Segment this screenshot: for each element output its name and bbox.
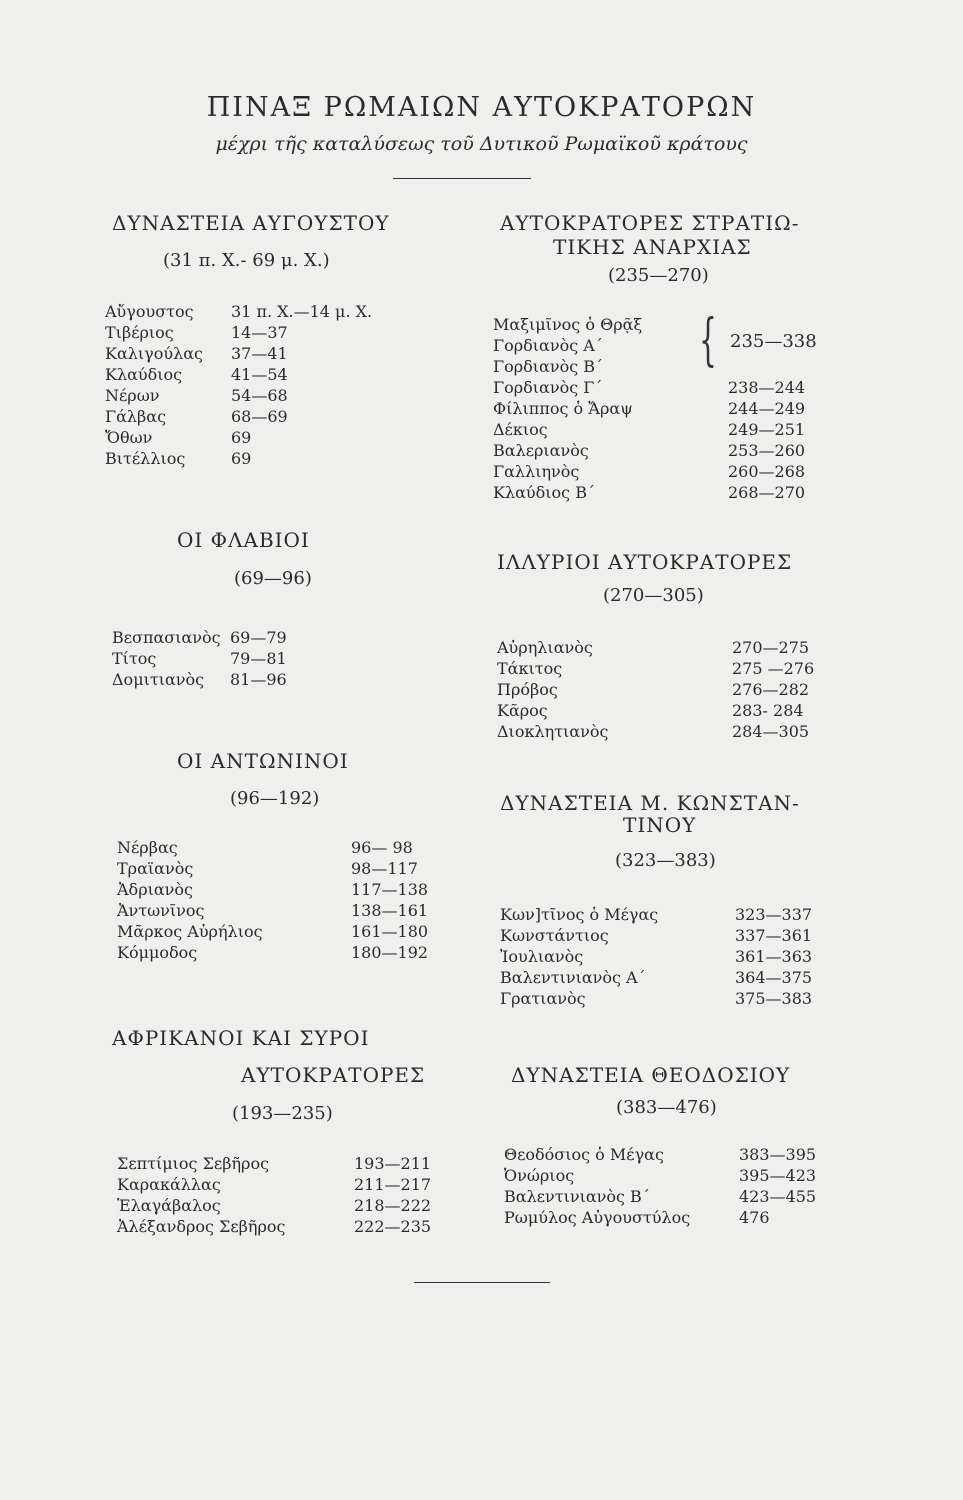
severans-period: (193—235): [232, 1103, 333, 1124]
severans-title-line1: ΑΦΡΙΚΑΝΟΙ ΚΑΙ ΣΥΡΟΙ: [112, 1026, 370, 1050]
reign-years: 41—54: [231, 365, 288, 384]
list-item: [493, 335, 693, 356]
emperor-name: Καρακάλλας: [117, 1175, 221, 1194]
severans-title-line2: ΑΥΤΟΚΡΑΤΟΡΕΣ: [241, 1063, 426, 1087]
reign-years: 180—192: [351, 943, 429, 962]
emperor-name: Νέρων: [105, 386, 160, 405]
list-item: [500, 925, 830, 946]
anarchy-list: [493, 377, 823, 503]
list-item: [105, 385, 435, 406]
emperor-name: Βεσπασιανὸς: [112, 628, 221, 647]
reign-years: 423—455: [739, 1187, 817, 1206]
theodosius-period: (383—476): [616, 1097, 717, 1118]
emperor-name: Γρατιανὸς: [500, 989, 586, 1008]
reign-years: 249—251: [728, 420, 806, 439]
list-item: [497, 658, 827, 679]
emperor-name: Θεοδόσιος ὁ Μέγας: [504, 1145, 664, 1164]
constantine-title-line2: ΤΙΝΟΥ: [623, 813, 697, 837]
emperor-name: Μαξιμῖνος ὁ Θρᾷξ: [493, 315, 643, 334]
reign-years: 98—117: [351, 859, 418, 878]
emperor-name: Τραϊανὸς: [117, 859, 194, 878]
emperor-name: Κωνστάντιος: [500, 926, 609, 945]
theodosius-title: ΔΥΝΑΣΤΕΙΑ ΘΕΟΔΟΣΙΟΥ: [511, 1063, 791, 1087]
list-item: [493, 461, 823, 482]
emperor-name: Γάλβας: [105, 407, 167, 426]
emperor-name: Διοκλητιανὸς: [497, 722, 609, 741]
constantine-period: (323—383): [615, 850, 716, 871]
augustus-list: [105, 301, 435, 469]
emperor-name: Ὀνώριος: [504, 1166, 575, 1185]
emperor-name: Ρωμύλος Αὐγουστύλος: [504, 1208, 691, 1227]
reign-years: 54—68: [231, 386, 288, 405]
reign-years: 96— 98: [351, 838, 413, 857]
illyrians-period: (270—305): [603, 585, 704, 606]
flavians-title: ΟΙ ΦΛΑΒΙΟΙ: [177, 528, 310, 552]
list-item: [493, 356, 693, 377]
reign-years: 79—81: [230, 649, 287, 668]
list-item: [117, 879, 447, 900]
emperor-name: Ὄθων: [105, 428, 153, 447]
top-divider: [393, 178, 531, 179]
list-item: [117, 837, 447, 858]
reign-years: 37—41: [231, 344, 288, 363]
emperor-name: Ἀλέξανδρος Σεβῆρος: [117, 1217, 286, 1236]
list-item: [493, 314, 693, 335]
list-item: [497, 721, 827, 742]
reign-years: 69: [231, 449, 252, 468]
anarchy-brace-list: [493, 314, 693, 377]
reign-years: 323—337: [735, 905, 813, 924]
list-item: [117, 942, 447, 963]
emperor-name: Γορδιανὸς Α΄: [493, 336, 603, 355]
reign-years: 375—383: [735, 989, 813, 1008]
list-item: [497, 679, 827, 700]
reign-years: 68—69: [231, 407, 288, 426]
list-item: [493, 377, 823, 398]
list-item: [493, 482, 823, 503]
emperor-name: Γαλλιηνὸς: [493, 462, 580, 481]
emperor-name: Βαλεντινιανὸς Α΄: [500, 968, 646, 987]
emperor-name: Γορδιανὸς Γ΄: [493, 378, 603, 397]
list-item: [105, 301, 435, 322]
list-item: [500, 967, 830, 988]
emperor-name: Πρόβος: [497, 680, 558, 699]
emperor-name: Τιβέριος: [105, 323, 174, 342]
emperor-name: Δομιτιανὸς: [112, 670, 205, 689]
list-item: [500, 988, 830, 1009]
list-item: [504, 1144, 834, 1165]
antonines-list: [117, 837, 447, 963]
emperor-name: Σεπτίμιος Σεβῆρος: [117, 1154, 270, 1173]
antonines-period: (96—192): [230, 788, 320, 809]
reign-years: 244—249: [728, 399, 806, 418]
antonines-title: ΟΙ ΑΝΤΩΝΙΝΟΙ: [177, 749, 349, 773]
list-item: [117, 1216, 447, 1237]
page-title: ΠΙΝΑΞ ΡΩΜΑΙΩΝ ΑΥΤΟΚΡΑΤΟΡΩΝ: [206, 92, 757, 123]
list-item: [117, 1153, 447, 1174]
emperor-name: Τάκιτος: [497, 659, 563, 678]
reign-years: 276—282: [732, 680, 810, 699]
emperor-name: Κᾶρος: [497, 701, 548, 720]
list-item: [112, 648, 372, 669]
reign-years: 81—96: [230, 670, 287, 689]
reign-years: 364—375: [735, 968, 813, 987]
anarchy-title-line2: ΤΙΚΗΣ ΑΝΑΡΧΙΑΣ: [553, 235, 752, 259]
severans-list: [117, 1153, 447, 1237]
bottom-divider: [414, 1282, 550, 1283]
list-item: [105, 427, 435, 448]
list-item: [105, 406, 435, 427]
emperor-name: Κλαύδιος: [105, 365, 183, 384]
reign-years: 268—270: [728, 483, 806, 502]
list-item: [117, 858, 447, 879]
reign-years: 193—211: [354, 1154, 432, 1173]
reign-years: 383—395: [739, 1145, 817, 1164]
emperor-name: Δέκιος: [493, 420, 548, 439]
emperor-name: Ἀδριανὸς: [117, 880, 193, 899]
emperor-name: Καλιγούλας: [105, 344, 203, 363]
list-item: [500, 904, 830, 925]
emperor-name: Νέρβας: [117, 838, 178, 857]
reign-years: 211—217: [354, 1175, 432, 1194]
list-item: [105, 322, 435, 343]
emperor-name: Αὔγουστος: [105, 302, 194, 321]
list-item: [493, 440, 823, 461]
reign-years: 69: [231, 428, 252, 447]
list-item: [497, 637, 827, 658]
constantine-list: [500, 904, 830, 1009]
list-item: [504, 1186, 834, 1207]
list-item: [112, 627, 372, 648]
reign-years: 222—235: [354, 1217, 432, 1236]
list-item: [504, 1207, 834, 1228]
reign-years: 395—423: [739, 1166, 817, 1185]
emperor-name: Κων]τῖνος ὁ Μέγας: [500, 905, 659, 924]
emperor-name: Βαλεντινιανὸς Β΄: [504, 1187, 650, 1206]
reign-years: 253—260: [728, 441, 806, 460]
reign-years: 361—363: [735, 947, 813, 966]
illyrians-title: ΙΛΛΥΡΙΟΙ ΑΥΤΟΚΡΑΤΟΡΕΣ: [497, 550, 793, 574]
reign-years: 337—361: [735, 926, 813, 945]
reign-years: 218—222: [354, 1196, 432, 1215]
reign-years: 476: [739, 1208, 770, 1227]
emperor-name: Τίτος: [112, 649, 157, 668]
list-item: [500, 946, 830, 967]
emperor-name: Μᾶρκος Αὐρήλιος: [117, 922, 263, 941]
emperor-name: Κόμμοδος: [117, 943, 198, 962]
emperor-name: Ἰουλιανὸς: [500, 947, 584, 966]
reign-years: 284—305: [732, 722, 810, 741]
list-item: [105, 343, 435, 364]
flavians-list: [112, 627, 372, 690]
reign-years: 283- 284: [732, 701, 804, 720]
list-item: [117, 921, 447, 942]
emperor-name: Κλαύδιος Β΄: [493, 483, 595, 502]
reign-years: 14—37: [231, 323, 288, 342]
augustus-title: ΔΥΝΑΣΤΕΙΑ ΑΥΓΟΥΣΤΟΥ: [112, 211, 390, 235]
emperor-name: Αὐρηλιανὸς: [497, 638, 593, 657]
reign-years: 270—275: [732, 638, 810, 657]
page-subtitle: μέχρι τῆς καταλύσεως τοῦ Δυτικοῦ Ρωμαϊκοῦ κράτους: [215, 133, 748, 155]
reign-years: 31 π. Χ.—14 μ. Χ.: [231, 302, 373, 321]
flavians-period: (69—96): [234, 568, 312, 589]
emperor-name: Ἀντωνῖνος: [117, 901, 205, 920]
constantine-title-line1: ΔΥΝΑΣΤΕΙΑ Μ. ΚΩΝΣΤΑΝ-: [500, 791, 800, 815]
anarchy-title-line1: ΑΥΤΟΚΡΑΤΟΡΕΣ ΣΤΡΑΤΙΩ-: [500, 211, 800, 235]
list-item: [117, 900, 447, 921]
theodosius-list: [504, 1144, 834, 1228]
augustus-period: (31 π. Χ.- 69 μ. Χ.): [163, 250, 330, 271]
reign-years: 117—138: [351, 880, 429, 899]
emperor-name: Ἐλαγάβαλος: [117, 1196, 221, 1215]
list-item: [493, 419, 823, 440]
reign-years: 260—268: [728, 462, 806, 481]
emperor-name: Φίλιππος ὁ Ἄραψ: [493, 399, 633, 418]
list-item: [117, 1174, 447, 1195]
emperor-name: Βιτέλλιος: [105, 449, 186, 468]
reign-years: 69—79: [230, 628, 287, 647]
anarchy-brace-years: 235—338: [730, 331, 817, 352]
illyrians-list: [497, 637, 827, 742]
reign-years: 138—161: [351, 901, 429, 920]
list-item: [493, 398, 823, 419]
list-item: [504, 1165, 834, 1186]
list-item: [105, 364, 435, 385]
list-item: [112, 669, 372, 690]
reign-years: 275 —276: [732, 659, 815, 678]
brace-symbol: {: [699, 308, 717, 373]
anarchy-period: (235—270): [608, 265, 709, 286]
reign-years: 238—244: [728, 378, 806, 397]
emperor-name: Βαλεριανὸς: [493, 441, 589, 460]
list-item: [117, 1195, 447, 1216]
reign-years: 161—180: [351, 922, 429, 941]
list-item: [105, 448, 435, 469]
emperor-name: Γορδιανὸς Β΄: [493, 357, 604, 376]
list-item: [497, 700, 827, 721]
